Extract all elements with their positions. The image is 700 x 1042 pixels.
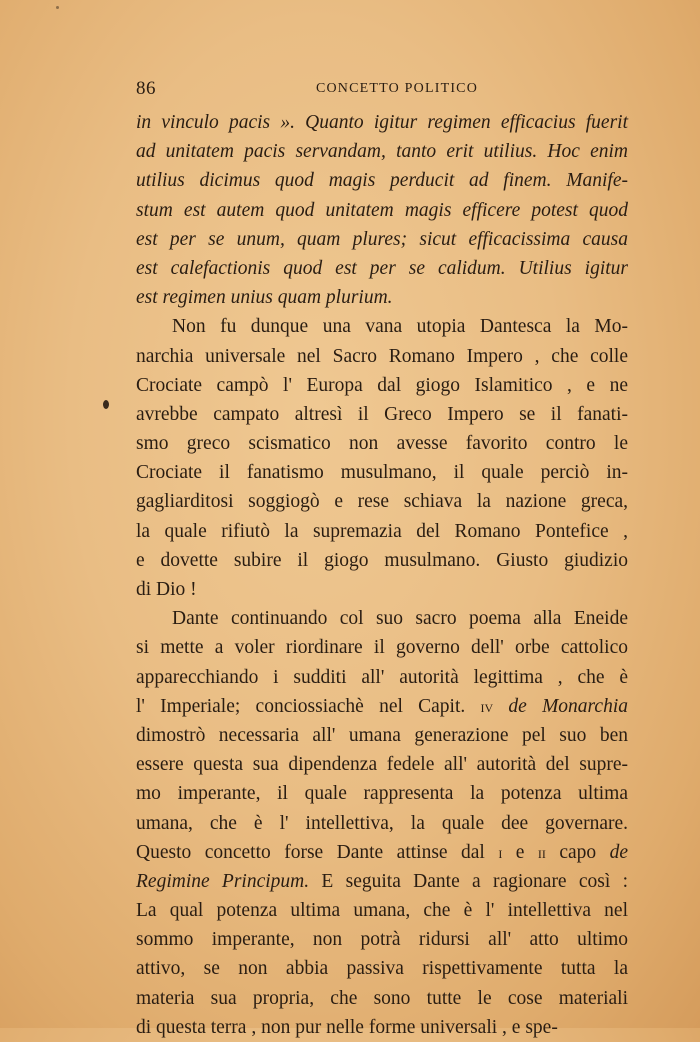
- text-segment: est regimen unius quam plurium.: [136, 287, 393, 309]
- text-segment: gagliarditosi soggiogò e rese schiava la nazione greca,: [136, 491, 628, 513]
- text-segment: umana, che è l' intellettiva, la quale dee governare.: [136, 812, 628, 834]
- text-line: [136, 954, 628, 983]
- text-segment: Questo concetto forse Dante attinse dal: [136, 841, 499, 863]
- text-segment: Crociate il fanatismo musulmano, il quale perciò in-: [136, 462, 628, 484]
- text-line: [136, 838, 628, 867]
- text-line: [136, 750, 628, 779]
- text-segment: dimostrò necessaria all' umana generazione pel suo ben: [136, 724, 628, 746]
- text-line: [136, 312, 628, 341]
- ink-spot: [103, 400, 109, 409]
- text-line: [136, 429, 628, 458]
- text-segment: de: [609, 841, 629, 863]
- text-line: [136, 342, 628, 371]
- text-line: [136, 867, 628, 896]
- text-segment: smo greco scismatico non avesse favorito contro le: [136, 433, 628, 455]
- text-segment: e dovette subire il giogo musulmano. Giusto giudizio: [136, 549, 628, 571]
- text-segment: ad unitatem pacis servandam, tanto erit utilius. Hoc enim: [136, 141, 628, 163]
- text-segment: mo imperante, il quale rappresenta la potenza ultima: [136, 783, 628, 805]
- text-segment: iv: [480, 696, 494, 716]
- text-segment: si mette a voler riordinare il governo dell' orbe cattolico: [136, 637, 628, 659]
- text-line: [136, 925, 628, 954]
- text-segment: de Monarchia: [508, 695, 628, 717]
- text-segment: utilius dicimus quod magis perducit ad finem. Manife-: [136, 170, 628, 192]
- text-line: [136, 196, 628, 225]
- text-segment: la quale rifiutò la supremazia del Romano Pontefice ,: [136, 520, 628, 542]
- text-line: [136, 546, 628, 575]
- text-line: [136, 663, 628, 692]
- running-title: CONCETTO POLITICO: [315, 81, 479, 96]
- text-line: [136, 896, 628, 925]
- text-segment: est per se unum, quam plures; sicut efficacissima causa: [136, 228, 628, 250]
- text-line: [136, 166, 628, 195]
- text-segment: Dante continuando col suo sacro poema alla Eneide: [172, 608, 628, 630]
- text-line: [136, 371, 628, 400]
- text-segment: [493, 696, 508, 717]
- text-segment: avrebbe campato altresì il Greco Impero se il fanati-: [136, 403, 628, 425]
- text-segment: E seguita Dante a ragionare così :: [309, 870, 629, 892]
- text-segment: di Dio !: [136, 579, 197, 600]
- text-line: [136, 692, 628, 721]
- text-segment: in vinculo pacis ». Quanto igitur regimen efficacius fuerit: [136, 112, 628, 133]
- text-segment: Non fu dunque una vana utopia Dantesca la Mo-: [172, 316, 628, 338]
- text-segment: La qual potenza ultima umana, che è l' intellettiva nel: [136, 900, 628, 922]
- text-line: [136, 517, 628, 546]
- text-segment: capo: [545, 841, 610, 863]
- text-segment: sommo imperante, non potrà ridursi all' atto ultimo: [136, 929, 628, 951]
- text-segment: materia sua propria, che sono tutte le cose materiali: [136, 987, 628, 1009]
- text-line: [136, 633, 628, 662]
- text-line: [136, 283, 628, 312]
- text-segment: l' Imperiale; conciossiachè nel Capit.: [136, 695, 481, 717]
- text-segment: i: [498, 842, 503, 862]
- text-segment: essere questa sua dipendenza fedele all' autorità del supre-: [136, 754, 628, 776]
- text-line: [136, 984, 628, 1013]
- text-line: [136, 487, 628, 516]
- text-line: [136, 575, 628, 604]
- text-line: [136, 604, 628, 633]
- text-line: [136, 225, 628, 254]
- text-segment: est calefactionis quod est per se calidum. Utilius igitur: [136, 257, 628, 279]
- paper-speck: [56, 6, 59, 9]
- text-segment: Crociate campò l' Europa dal giogo Islamitico , e ne: [136, 374, 628, 396]
- text-line: [136, 1013, 628, 1042]
- text-segment: di questa terra , non pur nelle forme universali , e spe-: [136, 1016, 558, 1038]
- text-line: [136, 458, 628, 487]
- page-number: 86: [136, 78, 156, 99]
- text-segment: apparecchiando i sudditi all' autorità legittima , che è: [136, 666, 628, 688]
- text-segment: attivo, se non abbia passiva rispettivamente tutta la: [136, 958, 628, 980]
- text-line: [136, 108, 628, 137]
- text-line: [136, 254, 628, 283]
- page-header: [136, 78, 628, 102]
- body-text: [136, 108, 628, 1042]
- text-segment: ii: [537, 842, 546, 862]
- text-line: [136, 137, 628, 166]
- text-line: [136, 400, 628, 429]
- text-line: [136, 721, 628, 750]
- text-line: [136, 779, 628, 808]
- text-line: [136, 809, 628, 838]
- text-segment: stum est autem quod unitatem magis efficere potest quod: [136, 199, 628, 221]
- text-segment: Regimine Principum.: [136, 870, 310, 892]
- text-segment: e: [502, 841, 538, 863]
- text-segment: narchia universale nel Sacro Romano Impero , che colle: [136, 345, 628, 367]
